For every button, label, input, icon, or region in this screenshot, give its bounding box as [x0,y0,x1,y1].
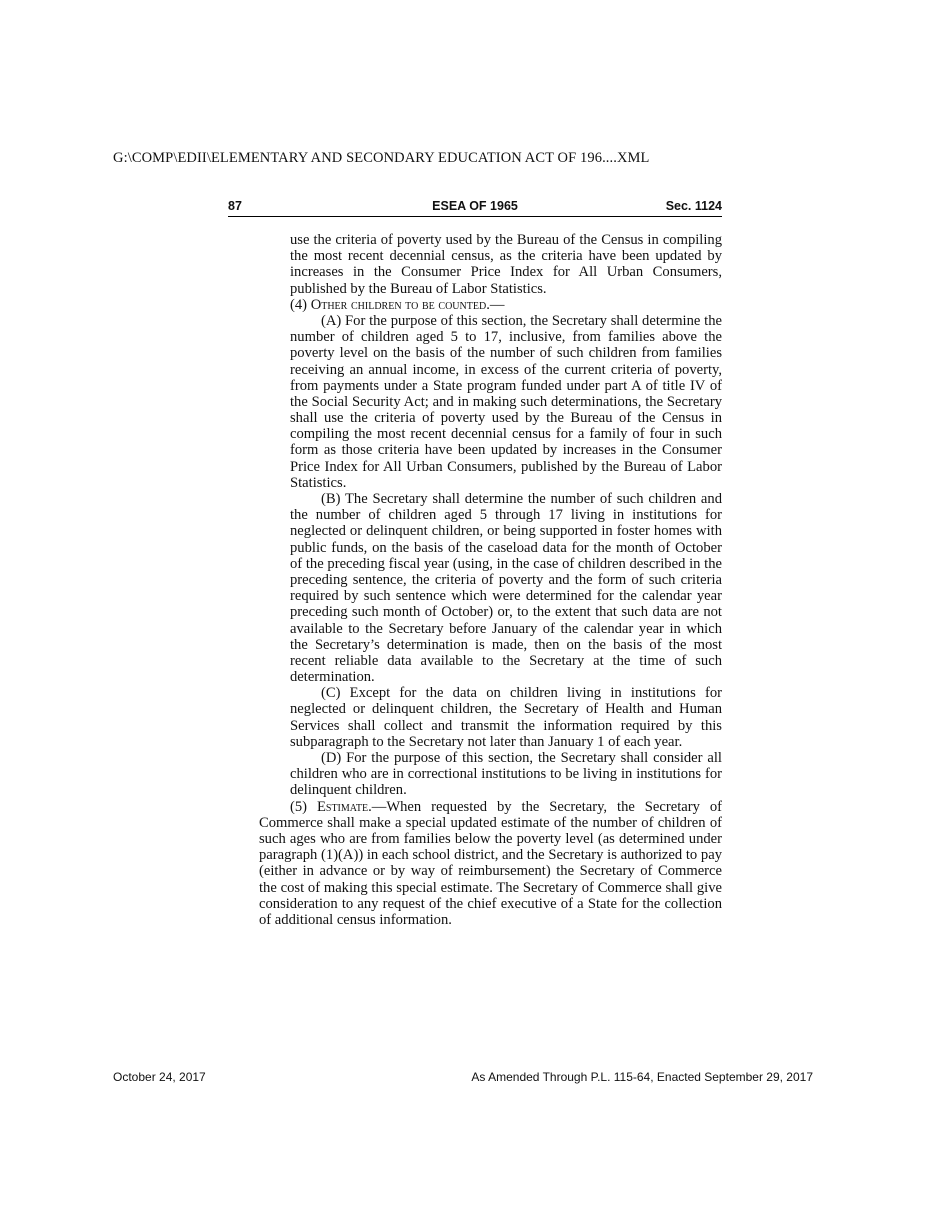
paragraph-continuation: use the criteria of poverty used by the Bureau of the Census in compiling the most recent decennial census, as the criteria have been updated by increases in the Consumer Price Index for All Urban Consumers, published by the Bureau of Labor Statistics. [290,232,722,297]
footer-date: October 24, 2017 [113,1070,206,1084]
section-number: Sec. 1124 [665,199,722,213]
running-header [228,197,722,217]
paragraph-5-text: .—When requested by the Secretary, the Secretary of Commerce shall make a special updated estimate of the number of children of such ages who are from families below the poverty level (as determined under paragraph (1)(A)) in each school district, and the Secretary is authorized to pay (either in advance or by way of reimbursement) the Secretary of Commerce the cost of making this special estimate. The Secretary of Commerce shall give consideration to any request of the chief executive of a State for the collection of additional census information. [259,798,722,928]
paragraph-5 [259,799,722,929]
paragraph-4-dash: .— [486,296,505,313]
file-path: G:\COMP\EDII\ELEMENTARY AND SECONDARY EDUCATION ACT OF 196....XML [113,150,650,166]
footer-amended: As Amended Through P.L. 115-64, Enacted September 29, 2017 [471,1070,813,1084]
page-number: 87 [228,199,242,213]
paragraph-5-title: Estimate [316,798,369,815]
running-title: ESEA OF 1965 [432,199,518,213]
subparagraph-a: (A) For the purpose of this section, the Secretary shall determine the number of children aged 5 to 17, inclusive, from families above the poverty level on the basis of the number of such children from families receiving an annual income, in excess of the current criteria of poverty, from payments under a State program funded under part A of title IV of the Social Security Act; and in making such determinations, the Secretary shall use the criteria of poverty used by the Bureau of the Census in compiling the most recent decennial census for a family of four in such form as those criteria have been updated by increases in the Consumer Price Index for All Urban Consumers, published by the Bureau of Labor Statistics. [290,312,722,491]
paragraph-4-heading [290,297,722,313]
paragraph-5-number: (5) [290,798,308,815]
paragraph-4-title: Other children to be counted [310,296,487,313]
subparagraph-c: (C) Except for the data on children living in institutions for neglected or delinquent children, the Secretary of Health and Human Services shall collect and transmit the information required by this subparagraph to the Secretary not later than January 1 of each year. [290,685,722,750]
subparagraph-b: (B) The Secretary shall determine the number of such children and the number of children aged 5 through 17 living in institutions for neglected or delinquent children, or being supported in foster homes with public funds, on the basis of the caseload data for the month of October of the preceding fiscal year (using, in the case of children described in the preceding sentence, the criteria of poverty and the form of such criteria required by such sentence which were determined for the calendar year preceding such month of October) or, to the extent that such data are not available to the Secretary before January of the calendar year in which the Secretary’s determination is made, then on the basis of the most recent reliable data available to the Secretary at the time of such determination. [290,491,722,686]
document-body [259,232,722,928]
paragraph-4-number: (4) [290,296,308,313]
subparagraph-d: (D) For the purpose of this section, the Secretary shall consider all children who are in correctional institutions to be living in institutions for delinquent children. [290,750,722,799]
